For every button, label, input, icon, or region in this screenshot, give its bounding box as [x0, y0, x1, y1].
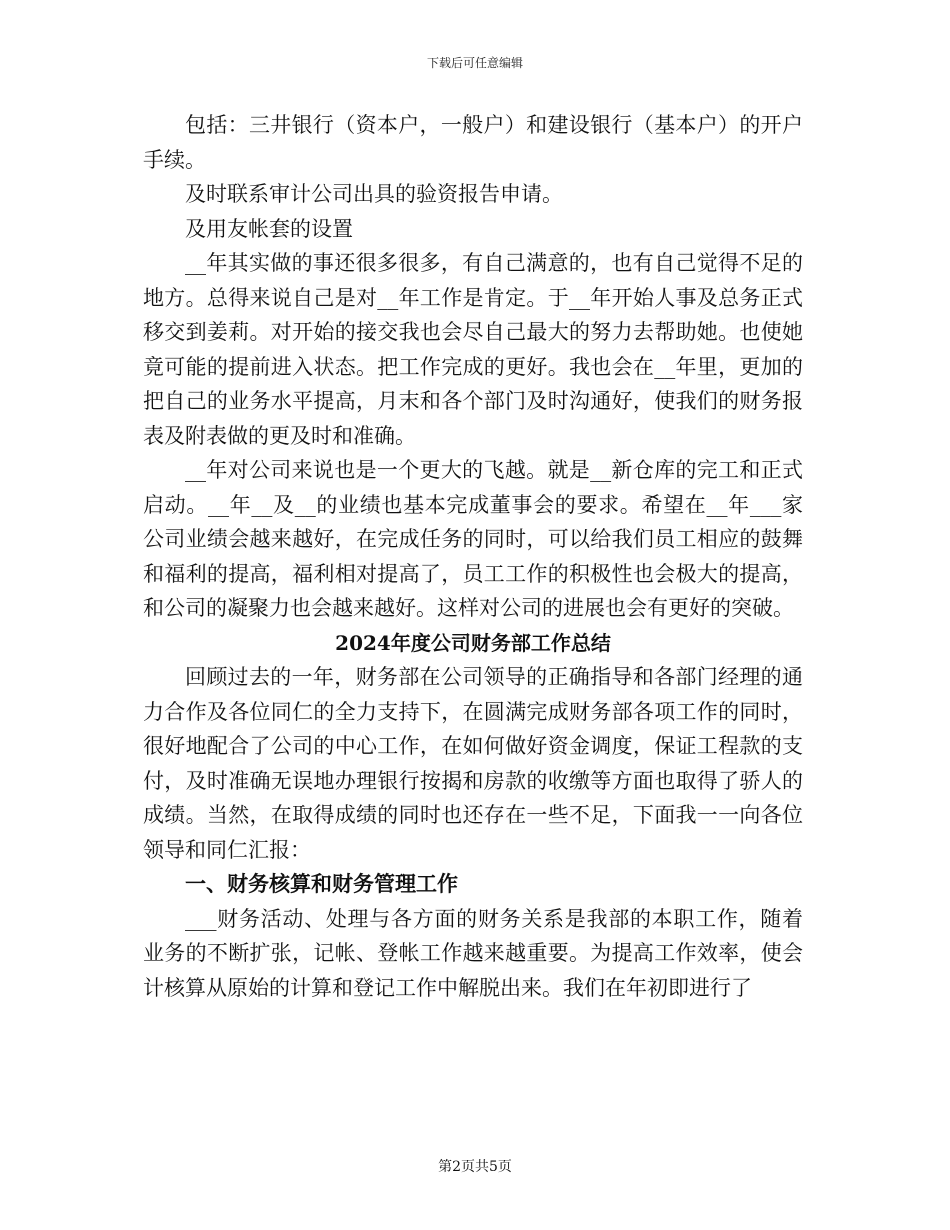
header-note: 下载后可任意编辑	[426, 56, 523, 70]
section-heading-accounting: 一、财务核算和财务管理工作	[185, 871, 458, 896]
paragraph-accounting-work: ___财务活动、处理与各方面的财务关系是我部的本职工作，随着业务的不断扩张，记帐、登帐工作越来越重要。为提高工作效率，使会计核算从原始的计算和登记工作中解脱出来。我们在年初即进行了	[143, 906, 803, 1000]
page-number: 第2页共5页	[438, 1159, 512, 1175]
section-title: 2024年度公司财务部工作总结	[335, 630, 611, 655]
paragraph-audit-report: 及时联系审计公司出具的验资报告申请。	[185, 182, 563, 206]
paragraph-year-review: __年其实做的事还很多很多，有自己满意的，也有自己觉得不足的地方。总得来说自己是对__年工作是肯定。于__年开始人事及总务正式移交到姜莉。对开始的接交我也会尽自己最大的努力去帮助她。也使她竟可能的提前进入状态。把工作完成的更好。我也会在__年里，更加的把自己的业务水平提高，月末和各个部门及时沟通好，使我们的财务报表及附表做的更及时和准确。	[143, 251, 803, 448]
paragraph-company-outlook: __年对公司来说也是一个更大的飞越。就是__新仓库的完工和正式启动。__年__及__的业绩也基本完成董事会的要求。希望在__年___家公司业绩会越来越好，在完成任务的同时，可以给我们员工相应的鼓舞和福利的提高，福利相对提高了，员工工作的积极性也会极大的提高，和公司的凝聚力也会越来越好。这样对公司的进展也会有更好的突破。	[143, 458, 803, 620]
document-body	[143, 108, 803, 1005]
paragraph-review-intro: 回顾过去的一年，财务部在公司领导的正确指导和各部门经理的通力合作及各位同仁的全力支持下，在圆满完成财务部各项工作的同时，很好地配合了公司的中心工作，在如何做好资金调度，保证工程款的支付，及时准确无误地办理银行按揭和房款的收缴等方面也取得了骄人的成绩。当然，在取得成绩的同时也还存在一些不足，下面我一一向各位领导和同仁汇报：	[143, 665, 803, 862]
paragraph-bank-accounts: 包括：三井银行（资本户，一般户）和建设银行（基本户）的开户手续。	[143, 113, 803, 172]
paragraph-yonyou-setup: 及用友帐套的设置	[185, 216, 353, 241]
